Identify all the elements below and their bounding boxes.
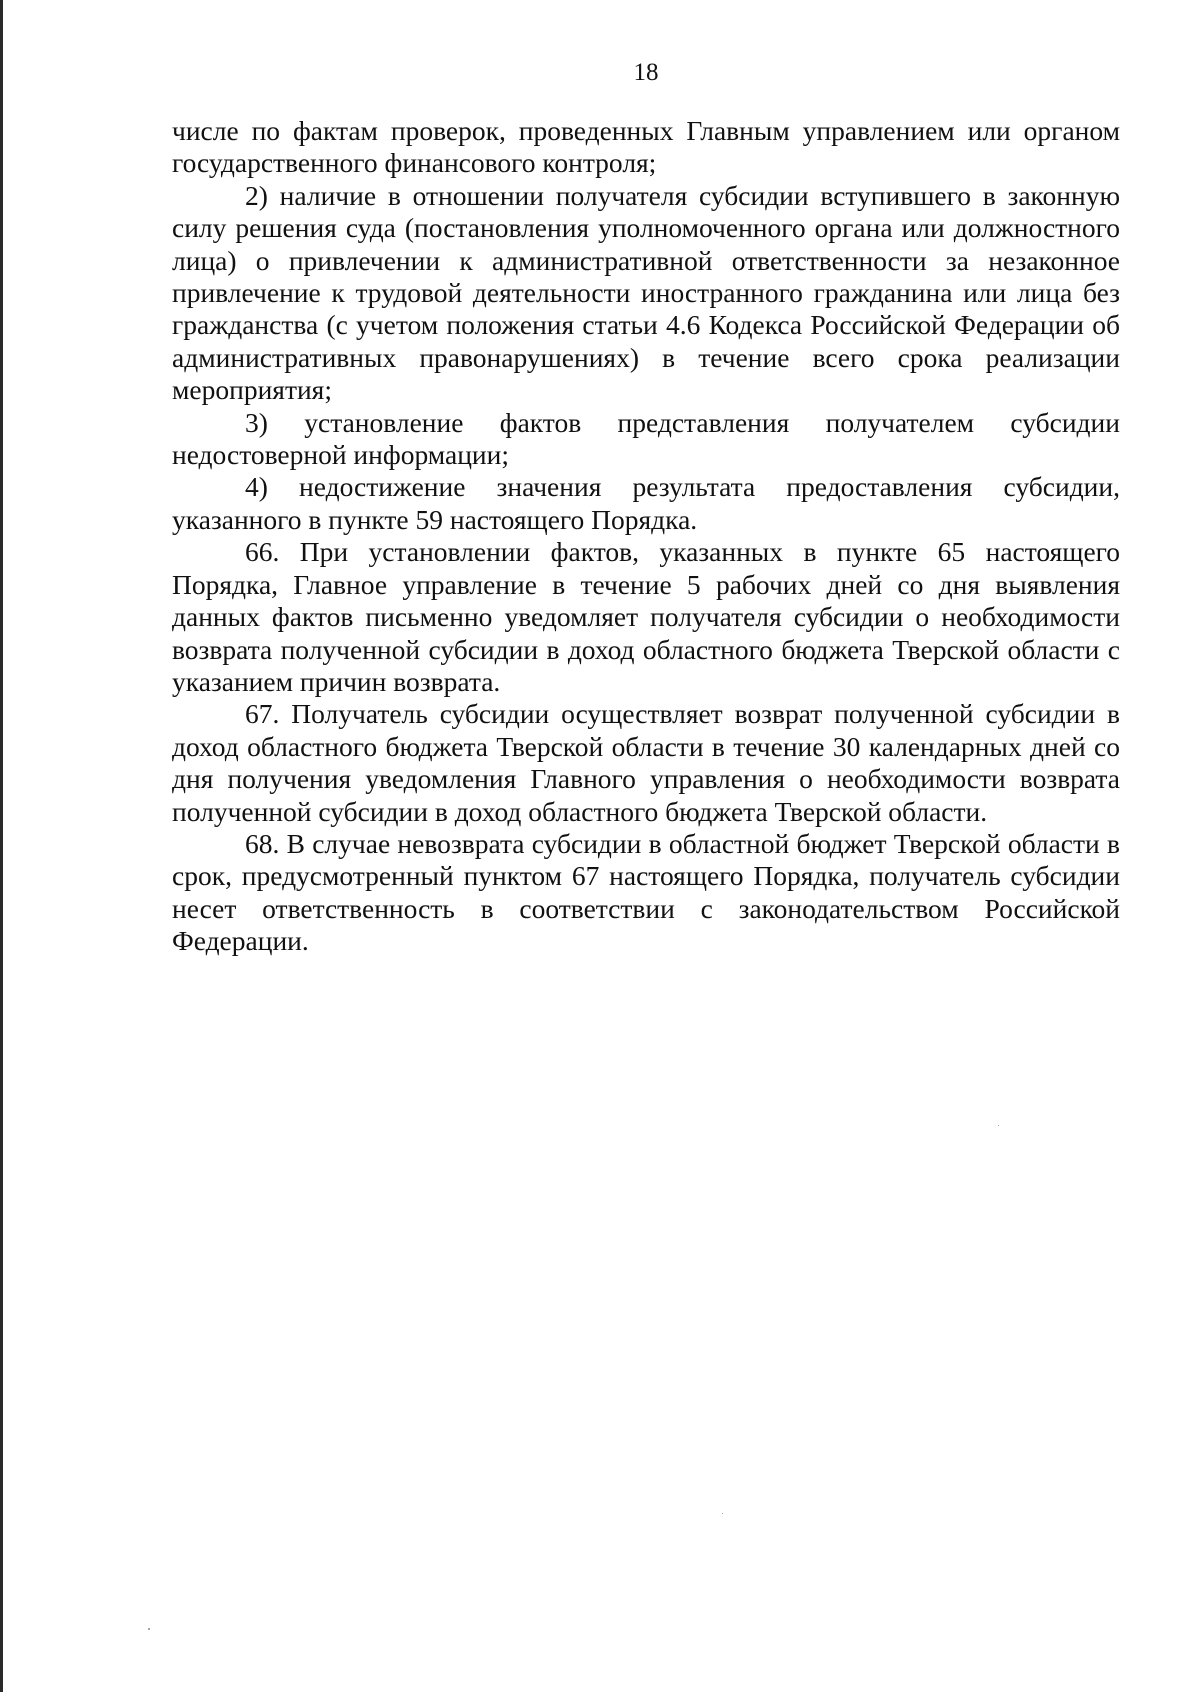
document-body [172, 115, 1120, 958]
paragraph-continuation: числе по фактам проверок, проведенных Главным управлением или органом государственного финансового контроля; [172, 115, 1120, 179]
paragraph-item-2: 2) наличие в отношении получателя субсидии вступившего в законную силу решения суда (постановления уполномоченного органа или должностного лица) о привлечении к административной ответственности за незаконное привлечение к трудовой деятельности иностранного гражданина или лица без гражданства (с учетом положения статьи 4.6 Кодекса Российской Федерации об административных правонарушениях) в течение всего срока реализации мероприятия; [172, 179, 1120, 406]
paragraph-66: 66. При установлении фактов, указанных в пункте 65 настоящего Порядка, Главное управление в течение 5 рабочих дней со дня выявления данных фактов письменно уведомляет получателя субсидии о необходимости возврата полученной субсидии в доход областного бюджета Тверской области с указанием причин возврата. [172, 536, 1120, 697]
scan-speck [148, 1628, 150, 1630]
scan-speck [998, 1125, 999, 1126]
paragraph-67: 67. Получатель субсидии осуществляет возврат полученной субсидии в доход областного бюджета Тверской области в течение 30 календарных дней со дня получения уведомления Главного управления о необходимости возврата полученной субсидии в доход областного бюджета Тверской области. [172, 698, 1120, 827]
scan-edge-shadow [0, 0, 3, 1692]
page-number: 18 [633, 59, 659, 86]
scan-speck [722, 1513, 723, 1514]
paragraph-item-3: 3) установление фактов представления получателем субсидии недостоверной информации; [172, 406, 1120, 471]
paragraph-68: 68. В случае невозврата субсидии в областной бюджет Тверской области в срок, предусмотренный пунктом 67 настоящего Порядка, получатель субсидии несет ответственность в соответствии с законодательством Российской Федерации. [172, 827, 1120, 957]
paragraph-item-4: 4) недостижение значения результата предоставления субсидии, указанного в пункте 59 настоящего Порядка. [172, 471, 1120, 535]
